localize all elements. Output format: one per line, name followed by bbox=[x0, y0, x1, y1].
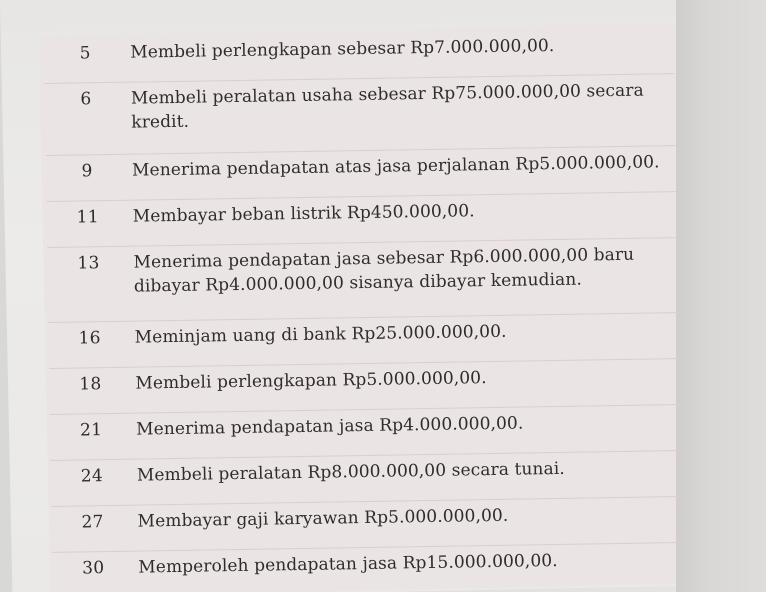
transaction-description: Membeli peralatan usaha sebesar Rp75.000.000,00 secara kredit. bbox=[130, 80, 644, 133]
paper-edge bbox=[676, 0, 766, 592]
transaction-description: Menerima pendapatan jasa sebesar Rp6.000.000,00 baru dibayar Rp4.000.000,00 sisanya dibayar kemudian. bbox=[133, 244, 635, 297]
transaction-day: 16 bbox=[78, 328, 101, 349]
transaction-day: 18 bbox=[79, 374, 102, 395]
transaction-day: 6 bbox=[80, 89, 92, 110]
transaction-description: Menerima pendapatan jasa Rp4.000.000,00. bbox=[136, 413, 524, 440]
transaction-day: 9 bbox=[81, 161, 93, 182]
transaction-description: Membayar gaji karyawan Rp5.000.000,00. bbox=[137, 505, 509, 532]
transaction-day: 11 bbox=[76, 207, 100, 228]
transaction-description: Meminjam uang di bank Rp25.000.000,00. bbox=[134, 321, 507, 348]
transaction-description: Membeli perlengkapan sebesar Rp7.000.000,00. bbox=[130, 35, 555, 63]
transaction-day: 27 bbox=[81, 512, 104, 533]
transaction-description: Menerima pendapatan atas jasa perjalanan Rp5.000.000,00. bbox=[131, 152, 660, 181]
transaction-day: 30 bbox=[82, 558, 105, 579]
transaction-day: 21 bbox=[79, 420, 103, 441]
transaction-day: 13 bbox=[77, 253, 100, 274]
transaction-day: 5 bbox=[79, 43, 91, 64]
table-row bbox=[45, 74, 676, 156]
table-row bbox=[47, 238, 678, 323]
transaction-description: Memperoleh pendapatan jasa Rp15.000.000,00. bbox=[138, 550, 558, 578]
transaction-description: Membeli perlengkapan Rp5.000.000,00. bbox=[135, 368, 487, 394]
transaction-description: Membayar beban listrik Rp450.000,00. bbox=[132, 201, 475, 227]
transaction-description: Membeli peralatan Rp8.000.000,00 secara tunai. bbox=[136, 458, 565, 486]
transaction-table bbox=[44, 28, 683, 592]
transaction-day: 24 bbox=[80, 466, 104, 487]
